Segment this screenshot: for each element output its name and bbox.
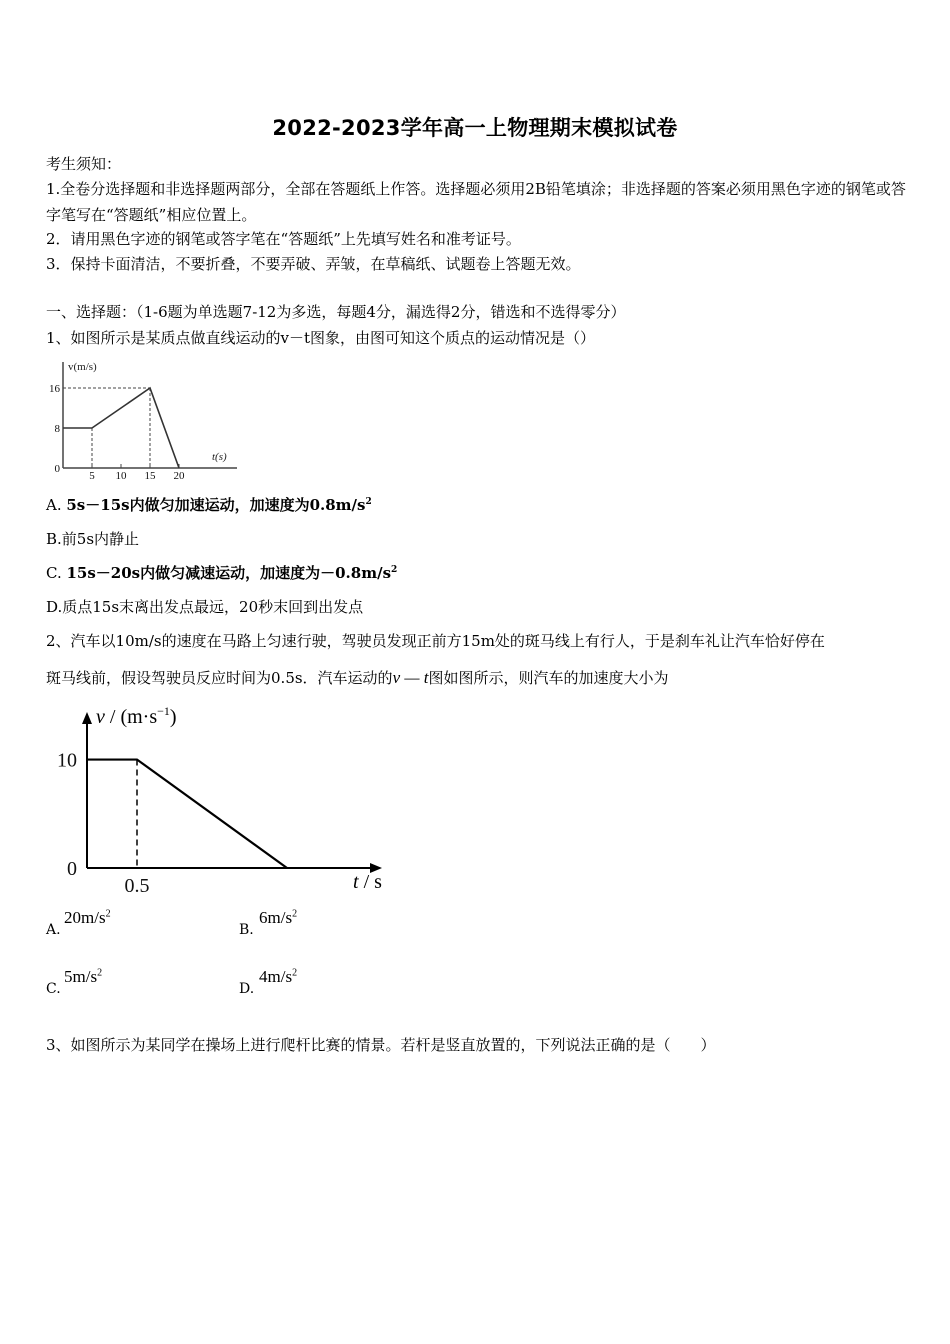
q1-series-line bbox=[63, 388, 179, 468]
q2-option-b-num: 6m/s bbox=[259, 908, 293, 927]
page-title: 2022-2023学年高一上物理期末模拟试卷 bbox=[272, 116, 678, 140]
q1-option-a bbox=[46, 494, 372, 515]
q2-option-b-sup: 2 bbox=[292, 908, 298, 920]
q2-y-axis-var: v bbox=[96, 706, 105, 728]
q2-y-axis-unit: (m·s bbox=[120, 706, 158, 728]
c1-y-tick-label: 8 bbox=[54, 422, 60, 435]
c2-y-tick-label: 0 bbox=[67, 858, 77, 880]
q2-option-a-value bbox=[64, 908, 111, 928]
q1-option-a-text: 5s－15s内做匀加速运动，加速度为0.8m/s bbox=[66, 496, 366, 514]
q2-option-c-value bbox=[64, 967, 102, 987]
c1-y-tick-label: 16 bbox=[49, 382, 60, 395]
q1-x-axis-label: t(s) bbox=[212, 451, 227, 463]
q2-y-axis-exp: −1 bbox=[157, 704, 170, 718]
q2-option-d-letter: D. bbox=[239, 981, 255, 997]
c2-x-tick-label: 0.5 bbox=[124, 875, 150, 897]
q2-option-c-sup: 2 bbox=[97, 967, 103, 979]
q2-option-c-num: 5m/s bbox=[64, 967, 98, 986]
q2-option-b-letter: B. bbox=[239, 922, 254, 938]
c1-x-tick-label: 15 bbox=[144, 470, 156, 482]
q2-series-line bbox=[87, 760, 287, 868]
c2-y-tick-label: 10 bbox=[57, 749, 77, 772]
q1-option-a-letter: A. bbox=[46, 496, 67, 514]
q2-x-axis-label: t / s bbox=[353, 871, 382, 893]
q3-stem: 3、如图所示为某同学在操场上进行爬杆比赛的情景。若杆是竖直放置的，下列说法正确的是（ ） bbox=[46, 1036, 716, 1054]
notice-1: 1.全卷分选择题和非选择题两部分，全部在答题纸上作答。选择题必须用2B铅笔填涂；非选择题的答案必须用黑色字迹的钢笔或答字笔写在“答题纸”相应位置上。 bbox=[46, 180, 906, 224]
q2-option-b-value bbox=[259, 908, 297, 928]
q2-stem-vt: v — t bbox=[392, 668, 429, 687]
q2-stem-line2-b: 图如图所示，则汽车的加速度大小为 bbox=[428, 669, 669, 687]
q2-option-a-letter: A. bbox=[46, 922, 61, 938]
q2-option-c-letter: C. bbox=[46, 981, 61, 997]
c1-y-tick-label: 0 bbox=[54, 462, 60, 475]
q2-option-d-value bbox=[259, 967, 297, 987]
q1-stem: 1、如图所示是某质点做直线运动的v－t图象，由图可知这个质点的运动情况是（） bbox=[46, 329, 596, 347]
q1-y-axis-label: v(m/s) bbox=[68, 361, 97, 373]
c1-x-tick-label: 20 bbox=[173, 470, 185, 482]
q2-stem-line1: 2、汽车以10m/s的速度在马路上匀速行驶，驾驶员发现正前方15m处的斑马线上有行人，于是刹车礼让汽车恰好停在 bbox=[46, 632, 825, 650]
q1-option-c-sup: 2 bbox=[391, 565, 398, 575]
q2-option-d-sup: 2 bbox=[292, 967, 298, 979]
q2-stem-line2-a: 斑马线前，假设驾驶员反应时间为0.5s．汽车运动的 bbox=[46, 669, 393, 687]
section-heading: 一、选择题：（1-6题为单选题7-12为多选，每题4分，漏选得2分，错选和不选得零分） bbox=[46, 303, 626, 321]
q1-option-b: B.前5s内静止 bbox=[46, 530, 140, 548]
notice-heading: 考生须知： bbox=[46, 155, 122, 173]
q1-option-d: D.质点15s末离出发点最远，20秒末回到出发点 bbox=[46, 598, 364, 616]
q2-y-axis-label: $v / (m\cdot s^{-1})$ bbox=[96, 704, 177, 728]
q1-option-c-letter: C. bbox=[46, 564, 67, 582]
q2-axes bbox=[82, 712, 382, 873]
q1-option-c-text: 15s－20s内做匀减速运动，加速度为－0.8m/s bbox=[66, 564, 392, 582]
q1-option-c bbox=[46, 562, 397, 583]
q2-option-a-sup: 2 bbox=[105, 908, 111, 920]
c1-x-tick-label: 5 bbox=[89, 470, 95, 482]
c1-x-tick-label: 10 bbox=[115, 470, 127, 482]
notice-2: 2．请用黑色字迹的钢笔或答字笔在“答题纸”上先填写姓名和准考证号。 bbox=[46, 230, 521, 248]
notice-3: 3．保持卡面清洁，不要折叠，不要弄破、弄皱，在草稿纸、试题卷上答题无效。 bbox=[46, 255, 581, 273]
q2-vt-chart bbox=[40, 700, 400, 900]
q2-option-a-num: 20m/s bbox=[64, 908, 106, 927]
q1-vt-chart bbox=[40, 352, 250, 482]
q2-x-axis-unit: s bbox=[374, 871, 382, 893]
q2-y-axis-close: ) bbox=[169, 706, 177, 728]
q2-x-axis-var: t bbox=[353, 871, 359, 893]
q1-option-a-sup: 2 bbox=[365, 497, 372, 507]
q2-option-d-num: 4m/s bbox=[259, 967, 293, 986]
q2-stem-line2 bbox=[46, 667, 668, 688]
